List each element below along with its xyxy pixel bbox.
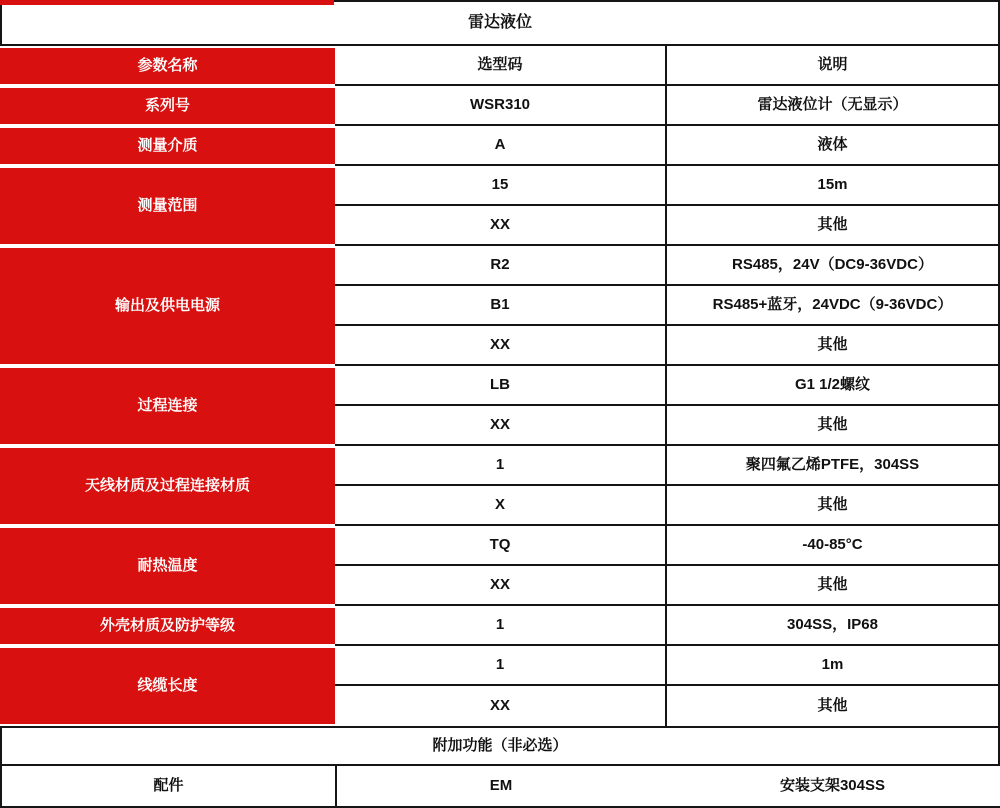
code-cell: 1 — [335, 646, 665, 686]
desc-cell: 其他 — [665, 206, 1000, 246]
code-cell: XX — [335, 206, 665, 246]
desc-cell: 15m — [665, 166, 1000, 206]
code-cell: 1 — [335, 606, 665, 646]
accessory-code-cell: EM — [335, 766, 665, 808]
desc-cell: 聚四氟乙烯PTFE，304SS — [665, 446, 1000, 486]
addon-section-label: 附加功能（非必选） — [0, 726, 1000, 766]
desc-cell: RS485，24V（DC9-36VDC） — [665, 246, 1000, 286]
red-top-strip — [0, 0, 334, 5]
desc-cell: 其他 — [665, 406, 1000, 446]
param-cell-process-connection: 过程连接 — [0, 366, 335, 446]
code-cell: WSR310 — [335, 86, 665, 126]
code-cell: XX — [335, 326, 665, 366]
desc-cell: RS485+蓝牙，24VDC（9-36VDC） — [665, 286, 1000, 326]
code-cell: B1 — [335, 286, 665, 326]
code-cell: XX — [335, 566, 665, 606]
param-cell-series: 系列号 — [0, 86, 335, 126]
code-cell: X — [335, 486, 665, 526]
param-cell-temperature: 耐热温度 — [0, 526, 335, 606]
code-cell: 15 — [335, 166, 665, 206]
code-cell: LB — [335, 366, 665, 406]
header-description: 说明 — [665, 46, 1000, 86]
param-cell-medium: 测量介质 — [0, 126, 335, 166]
desc-cell: 其他 — [665, 486, 1000, 526]
code-cell: TQ — [335, 526, 665, 566]
table-title: 雷达液位 — [0, 0, 1000, 46]
desc-cell: 液体 — [665, 126, 1000, 166]
desc-cell: 1m — [665, 646, 1000, 686]
desc-cell: 304SS，IP68 — [665, 606, 1000, 646]
header-param-name: 参数名称 — [0, 46, 335, 86]
code-cell: 1 — [335, 446, 665, 486]
header-selection-code: 选型码 — [335, 46, 665, 86]
code-cell: XX — [335, 406, 665, 446]
param-cell-antenna-material: 天线材质及过程连接材质 — [0, 446, 335, 526]
accessory-param-cell: 配件 — [0, 766, 335, 808]
param-cell-range: 测量范围 — [0, 166, 335, 246]
param-cell-housing: 外壳材质及防护等级 — [0, 606, 335, 646]
desc-cell: G1 1/2螺纹 — [665, 366, 1000, 406]
code-cell: XX — [489, 697, 510, 714]
accessory-desc-cell: 安装支架304SS — [665, 766, 1000, 808]
desc-cell: 雷达液位计（无显示） — [665, 86, 1000, 126]
code-cell: A — [335, 126, 665, 166]
desc-cell: 其他 — [665, 686, 1000, 726]
code-cell: R2 — [335, 246, 665, 286]
desc-cell: 其他 — [665, 566, 1000, 606]
param-cell-output-power: 输出及供电电源 — [0, 246, 335, 366]
param-cell-cable-length: 线缆长度 — [0, 646, 335, 726]
desc-cell: -40-85°C — [665, 526, 1000, 566]
desc-cell: 其他 — [665, 326, 1000, 366]
